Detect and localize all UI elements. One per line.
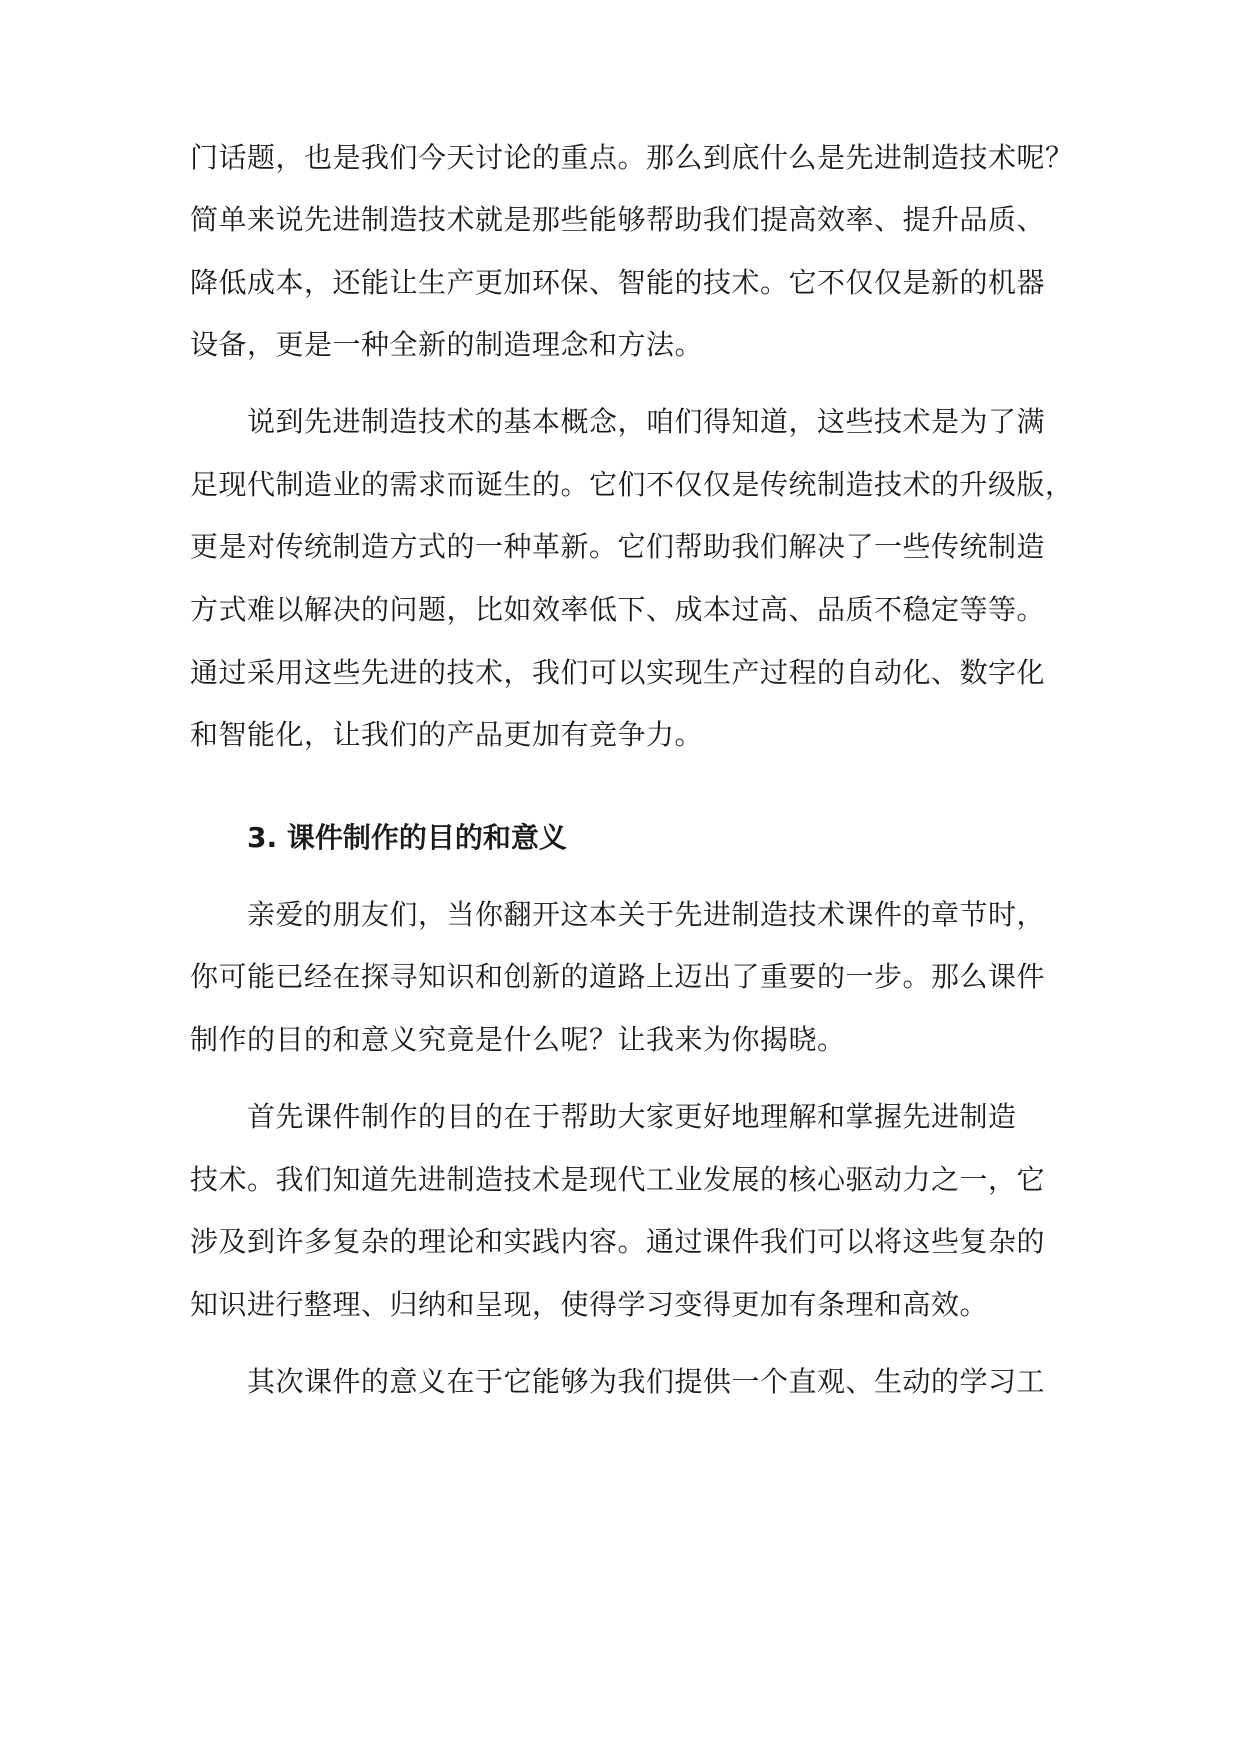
paragraph-line: 其次课件的意义在于它能够为我们提供一个直观、生动的学习工 xyxy=(247,1365,1046,1398)
paragraph-line: 和智能化，让我们的产品更加有竞争力。 xyxy=(190,718,704,751)
paragraph-line: 更是对传统制造方式的一种革新。它们帮助我们解决了一些传统制造 xyxy=(190,530,1046,563)
paragraph-line: 设备，更是一种全新的制造理念和方法。 xyxy=(190,328,704,361)
paragraph-line: 说到先进制造技术的基本概念，咱们得知道，这些技术是为了满 xyxy=(247,405,1046,438)
paragraph-line: 方式难以解决的问题，比如效率低下、成本过高、品质不稳定等等。 xyxy=(190,593,1046,626)
section-heading: 3. 课件制作的目的和意义 xyxy=(247,821,567,854)
paragraph-line: 降低成本，还能让生产更加环保、智能的技术。它不仅仅是新的机器 xyxy=(190,266,1046,299)
paragraph-line: 门话题，也是我们今天讨论的重点。那么到底什么是先进制造技术呢？ xyxy=(190,141,1074,174)
paragraph-line: 你可能已经在探寻知识和创新的道路上迈出了重要的一步。那么课件 xyxy=(190,960,1046,993)
paragraph-line: 技术。我们知道先进制造技术是现代工业发展的核心驱动力之一，它 xyxy=(190,1163,1046,1196)
paragraph-line: 知识进行整理、归纳和呈现，使得学习变得更加有条理和高效。 xyxy=(190,1288,989,1321)
paragraph-line: 涉及到许多复杂的理论和实践内容。通过课件我们可以将这些复杂的 xyxy=(190,1225,1046,1258)
paragraph-line: 首先课件制作的目的在于帮助大家更好地理解和掌握先进制造 xyxy=(247,1100,1017,1133)
paragraph-line: 足现代制造业的需求而诞生的。它们不仅仅是传统制造技术的升级版， xyxy=(190,468,1074,501)
paragraph-line: 制作的目的和意义究竟是什么呢？让我来为你揭晓。 xyxy=(190,1023,846,1056)
paragraph-line: 通过采用这些先进的技术，我们可以实现生产过程的自动化、数字化 xyxy=(190,656,1046,689)
paragraph-line: 亲爱的朋友们，当你翻开这本关于先进制造技术课件的章节时， xyxy=(247,898,1046,931)
paragraph-line: 简单来说先进制造技术就是那些能够帮助我们提高效率、提升品质、 xyxy=(190,203,1046,236)
